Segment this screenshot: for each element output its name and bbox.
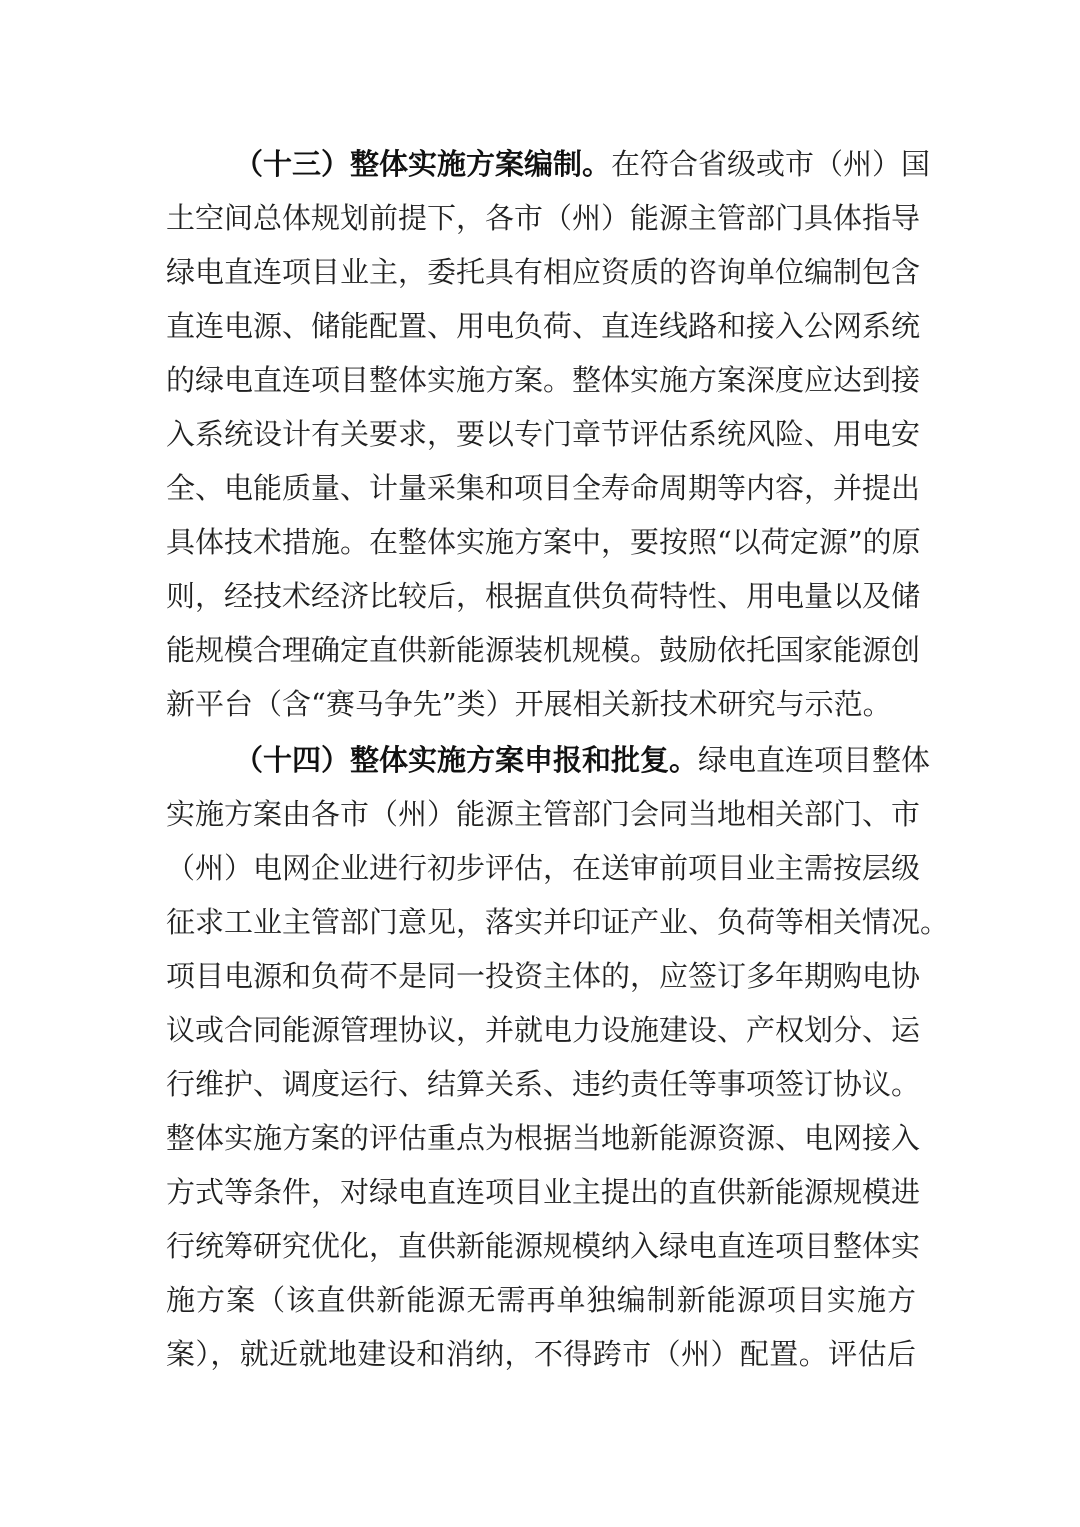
section-14-line-10: 行统筹研究优化，直供新能源规模纳入绿电直连项目整体实	[166, 1229, 921, 1263]
section-13-line-7: 全、电能质量、计量采集和项目全寿命周期等内容，并提出	[166, 471, 921, 505]
section-14-line-4: 征求工业主管部门意见，落实并印证产业、负荷等相关情况。	[166, 905, 950, 939]
section-14-line-8: 整体实施方案的评估重点为根据当地新能源资源、电网接入	[166, 1121, 921, 1155]
section-14-line-11: 施方案（该直供新能源无需再单独编制新能源项目实施方	[166, 1283, 916, 1317]
section-14-line-12: 案），就近就地建设和消纳，不得跨市（州）配置。评估后	[166, 1337, 916, 1371]
section-13-line-9: 则，经技术经济比较后，根据直供负荷特性、用电量以及储	[166, 579, 921, 613]
section-14-line-2: 实施方案由各市（州）能源主管部门会同当地相关部门、市	[166, 797, 921, 831]
section-13-line-1-text: 在符合省级或市（州）国	[611, 147, 931, 181]
section-14-line-3: （州）电网企业进行初步评估，在送审前项目业主需按层级	[166, 851, 921, 885]
section-13-line-8: 具体技术措施。在整体实施方案中，要按照“以荷定源”的原	[166, 525, 921, 559]
section-13-line-1	[234, 140, 931, 188]
section-14-line-6: 议或合同能源管理协议，并就电力设施建设、产权划分、运	[166, 1013, 921, 1047]
section-13-line-4: 直连电源、储能配置、用电负荷、直连线路和接入公网系统	[166, 309, 921, 343]
section-13-line-11: 新平台（含“赛马争先”类）开展相关新技术研究与示范。	[166, 687, 892, 721]
section-13-line-6: 入系统设计有关要求，要以专门章节评估系统风险、用电安	[166, 417, 921, 451]
section-14-line-1	[234, 736, 931, 784]
section-13-line-10: 能规模合理确定直供新能源装机规模。鼓励依托国家能源创	[166, 633, 921, 667]
section-13-line-3: 绿电直连项目业主，委托具有相应资质的咨询单位编制包含	[166, 255, 921, 289]
section-14-line-9: 方式等条件，对绿电直连项目业主提出的直供新能源规模进	[166, 1175, 921, 1209]
section-14-line-1-text: 绿电直连项目整体	[698, 743, 931, 777]
section-14-line-7: 行维护、调度运行、结算关系、违约责任等事项签订协议。	[166, 1067, 921, 1101]
section-13-line-2: 土空间总体规划前提下，各市（州）能源主管部门具体指导	[166, 201, 921, 235]
section-14-heading: （十四）整体实施方案申报和批复。	[234, 743, 699, 777]
section-14-line-5: 项目电源和负荷不是同一投资主体的，应签订多年期购电协	[166, 959, 921, 993]
section-13-heading: （十三）整体实施方案编制。	[234, 147, 612, 181]
section-13-line-5: 的绿电直连项目整体实施方案。整体实施方案深度应达到接	[166, 363, 921, 397]
